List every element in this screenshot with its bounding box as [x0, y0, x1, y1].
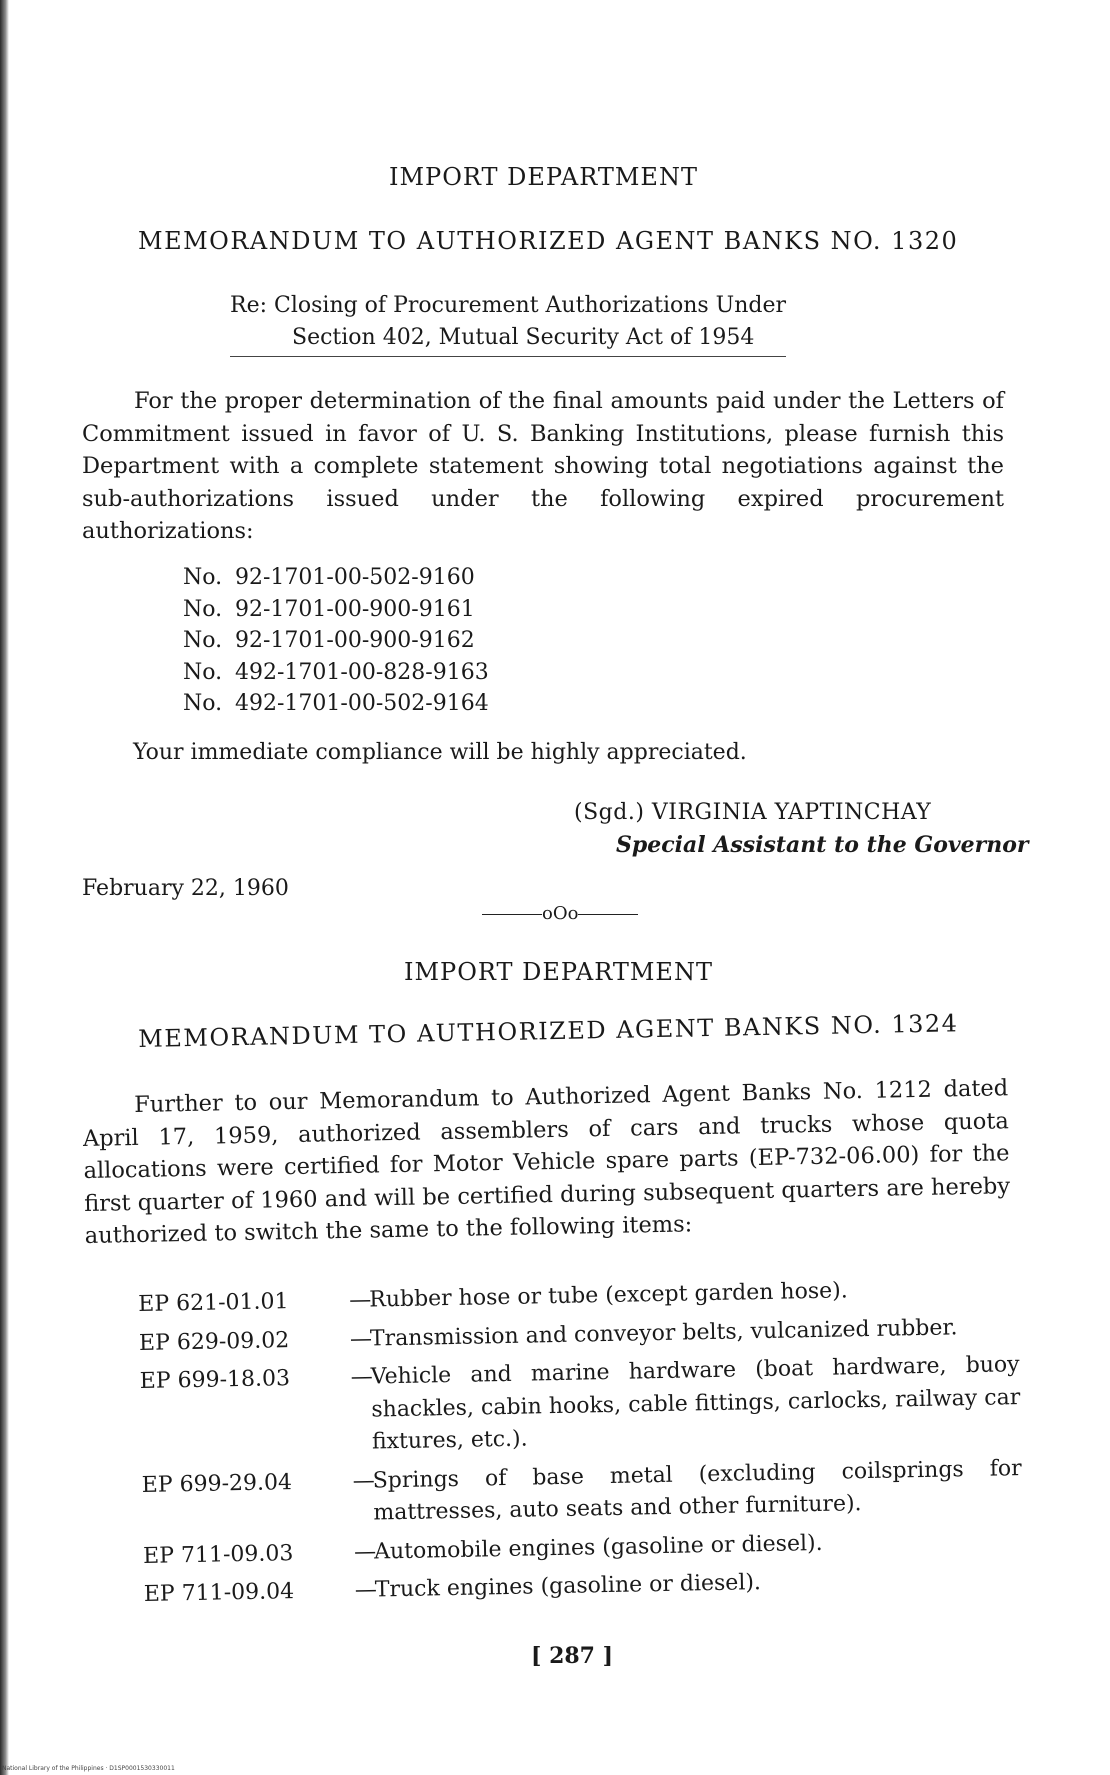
memo1-re-block	[230, 290, 786, 357]
authorization-item: No. 92-1701-00-900-9162	[183, 628, 475, 653]
ep-item: EP 711-09.03 — Automobile engines (gasoline or diesel).	[142, 1530, 823, 1569]
authorization-item: No. 492-1701-00-828-9163	[183, 659, 489, 685]
re-label: Re:	[230, 293, 267, 318]
memo1-title: MEMORANDUM TO AUTHORIZED AGENT BANKS NO. 1320	[138, 227, 959, 255]
section-separator: oOo	[482, 903, 638, 924]
memo1-closing-line: Your immediate compliance will be highly appreciated.	[133, 740, 747, 765]
authorization-number-list	[183, 562, 489, 720]
memo2-title: MEMORANDUM TO AUTHORIZED AGENT BANKS NO. 1324	[138, 1009, 959, 1053]
signature-title: Special Assistant to the Governor	[616, 832, 1029, 858]
ep-items-list	[138, 1272, 1024, 1617]
signature-name: VIRGINIA YAPTINCHAY	[651, 800, 932, 825]
authorization-item: No. 492-1701-00-502-9164	[183, 691, 489, 716]
memo1-body-paragraph: For the proper determination of the final amounts paid under the Letters of Commitment issued in favor of U. S. Banking Institutions, please furnish this Department with a complete statement showing total negotiations against the sub-authorizations issued under the following expired procurement authorizations:	[82, 388, 1004, 544]
signature-prefix: (Sgd.)	[574, 800, 645, 825]
ep-item: EP 621-01.01 — Rubber hose or tube (except garden hose).	[138, 1278, 848, 1317]
memo1-date: February 22, 1960	[82, 876, 289, 901]
ep-item: EP 699-29.04 — Springs of base metal (excluding coilsprings for mattresses, auto seats and other furniture).	[141, 1455, 1022, 1526]
authorization-item: No. 92-1701-00-900-9161	[183, 596, 475, 622]
memo1-department-heading: IMPORT DEPARTMENT	[389, 163, 698, 191]
authorization-item: No. 92-1701-00-502-9160	[183, 565, 475, 590]
memo2-department-heading: IMPORT DEPARTMENT	[404, 958, 713, 986]
ep-item: EP 699-18.03 — Vehicle and marine hardware (boat hardware, buoy shackles, cabin hooks, cable fittings, carlocks, railway car fixtures, etc.).	[139, 1352, 1021, 1455]
signature-line	[574, 800, 931, 825]
memo2-body-paragraph: Further to our Memorandum to Authorized Agent Banks No. 1212 dated April 17, 1959, authorized assemblers of cars and trucks whose quota allocations were certified for Motor Vehicle spare parts (EP-732-06.00) for the first quarter of 1960 and will be certified during subsequent quarters are hereby authorized to switch the same to the following items:	[82, 1075, 1011, 1249]
page-number: [ 287 ]	[531, 1643, 614, 1669]
re-line-1: Closing of Procurement Authorizations Under	[274, 293, 787, 318]
footer-source-text: National Library of the Philippines · D1SP0001530330011	[2, 1765, 175, 1772]
re-line-2: Section 402, Mutual Security Act of 1954	[292, 325, 755, 350]
ep-item: EP 711-09.04 — Truck engines (gasoline or diesel).	[143, 1570, 762, 1607]
ep-item: EP 629-09.02 — Transmission and conveyor belts, vulcanized rubber.	[138, 1314, 958, 1356]
